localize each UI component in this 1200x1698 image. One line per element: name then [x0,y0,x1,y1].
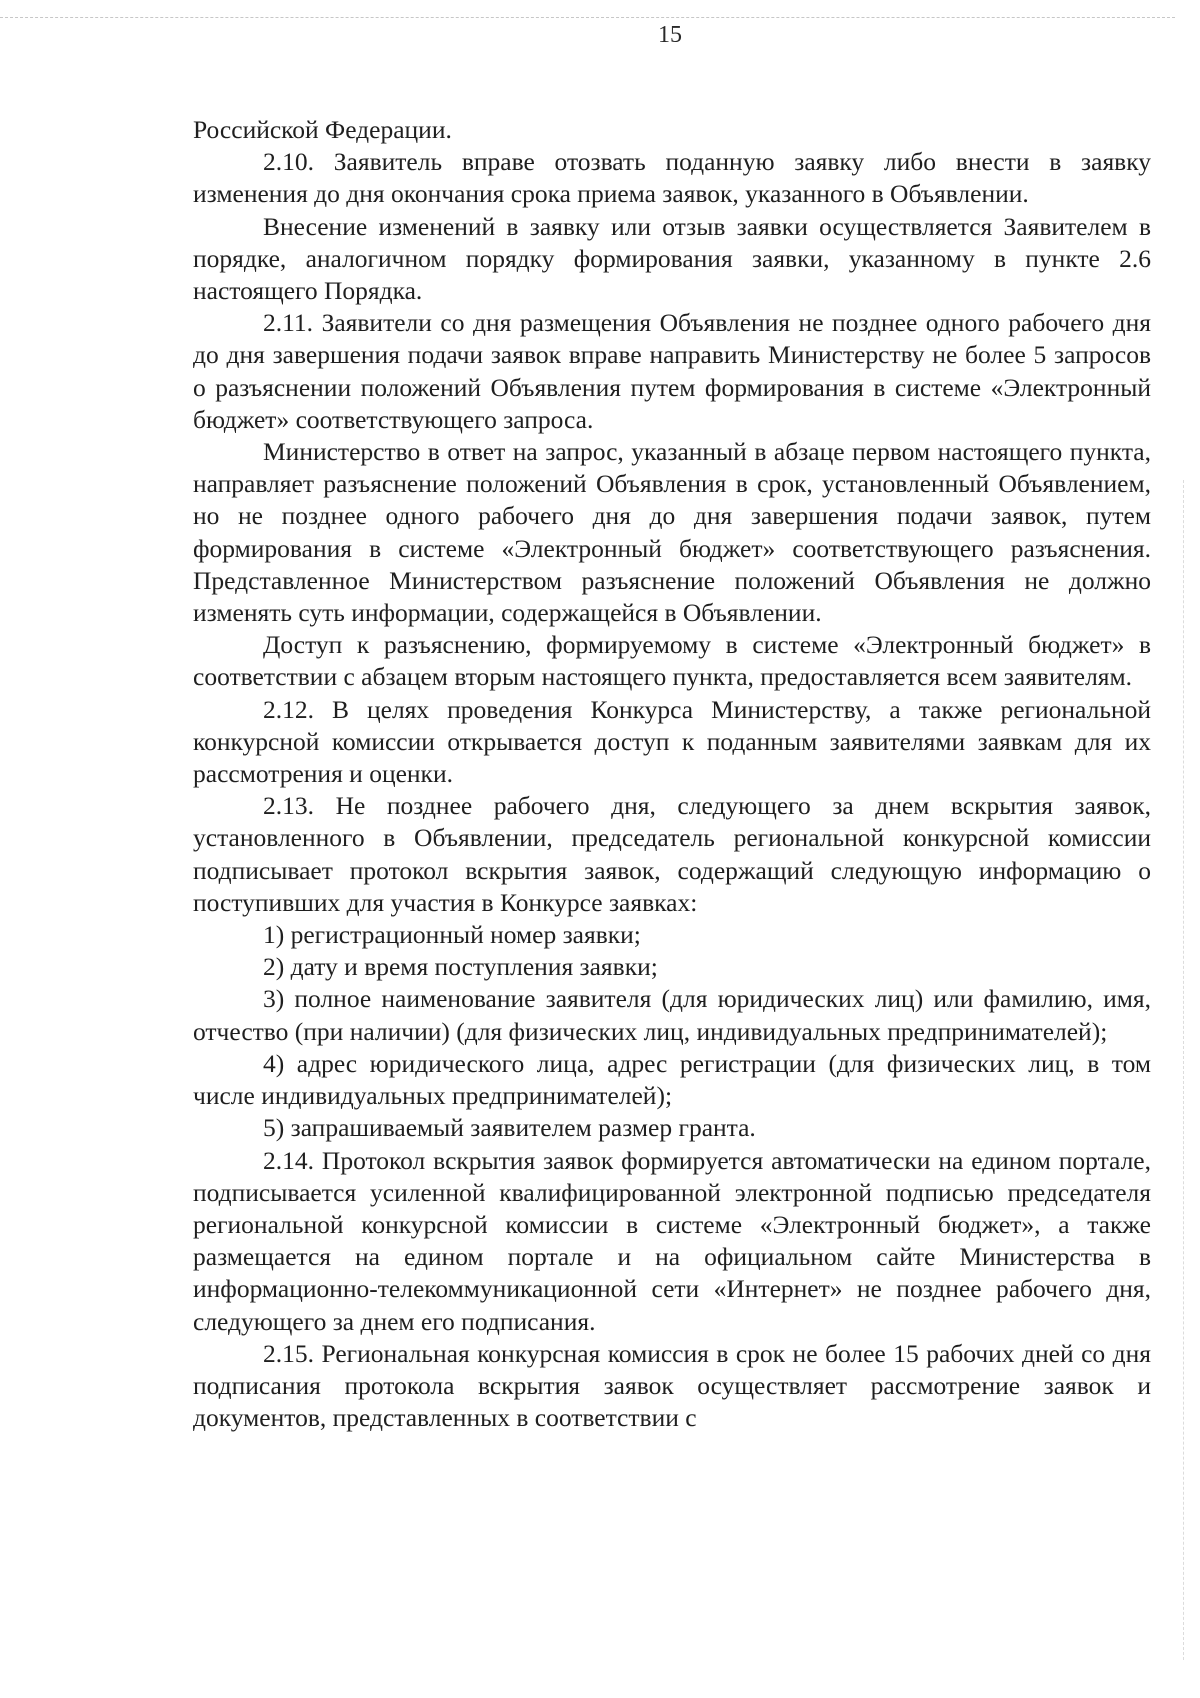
scan-right-edge [1183,480,1184,1660]
list-item-3: 3) полное наименование заявителя (для юридических лиц) или фамилию, имя, отчество (при наличии) (для физических лиц, индивидуальных предпринимателей); [193,984,1151,1046]
paragraph-access: Доступ к разъяснению, формируемому в системе «Электронный бюджет» в соответствии с абзацем вторым настоящего пункта, предоставляется всем заявителям. [193,630,1151,692]
paragraph-amendments: Внесение изменений в заявку или отзыв заявки осуществляется Заявителем в порядке, аналогичном порядку формирования заявки, указанному в пункте 2.6 настоящего Порядка. [193,211,1151,306]
scan-top-edge [0,17,1175,18]
paragraph-continuation: Российской Федерации. [193,115,452,144]
paragraph-2-13: 2.13. Не позднее рабочего дня, следующего за днем вскрытия заявок, установленного в Объявлении, председатель региональной конкурсной комиссии подписывает протокол вскрытия заявок, содержащий следующую информацию о поступивших для участия в Конкурсе заявках: [193,791,1151,917]
paragraph-2-15: 2.15. Региональная конкурсная комиссия в срок не более 15 рабочих дней со дня подписания протокола вскрытия заявок осуществляет рассмотрение заявок и документов, представленных в соответствии с [193,1338,1151,1433]
paragraph-ministry-response: Министерство в ответ на запрос, указанный в абзаце первом настоящего пункта, направляет разъяснение положений Объявления в срок, установленный Объявлением, но не позднее одного рабочего дня до дня завершения подачи заявок, путем формирования в системе «Электронный бюджет» соответствующего разъяснения. Представленное Министерством разъяснение положений Объявления не должно изменять суть информации, содержащейся в Объявлении. [193,437,1151,628]
list-item-4: 4) адрес юридического лица, адрес регистрации (для физических лиц, в том числе индивидуальных предпринимателей); [193,1048,1151,1111]
paragraph-2-14: 2.14. Протокол вскрытия заявок формируется автоматически на едином портале, подписывается усиленной квалифицированной электронной подписью председателя региональной конкурсной комиссии в системе «Электронный бюджет», а также размещается на едином портале и на официальном сайте Министерства в информационно-телекоммуникационной сети «Интернет» не позднее рабочего дня, следующего за днем его подписания. [193,1145,1151,1336]
page-number: 15 [658,22,682,48]
list-item-5: 5) запрашиваемый заявителем размер гранта. [263,1113,756,1143]
paragraph-2-12: 2.12. В целях проведения Конкурса Министерству, а также региональной конкурсной комиссии открывается доступ к поданным заявителями заявкам для их рассмотрения и оценки. [193,694,1151,789]
paragraph-2-11: 2.11. Заявители со дня размещения Объявления не позднее одного рабочего дня до дня завершения подачи заявок вправе направить Министерству не более 5 запросов о разъяснении положений Объявления путем формирования в системе «Электронный бюджет» соответствующего запроса. [193,308,1151,434]
list-item-2: 2) дату и время поступления заявки; [263,952,658,982]
paragraph-2-10: 2.10. Заявитель вправе отозвать поданную заявку либо внести в заявку изменения до дня окончания срока приема заявок, указанного в Объявлении. [193,147,1151,209]
document-body [193,114,1151,1434]
list-item-1: 1) регистрационный номер заявки; [263,920,641,950]
